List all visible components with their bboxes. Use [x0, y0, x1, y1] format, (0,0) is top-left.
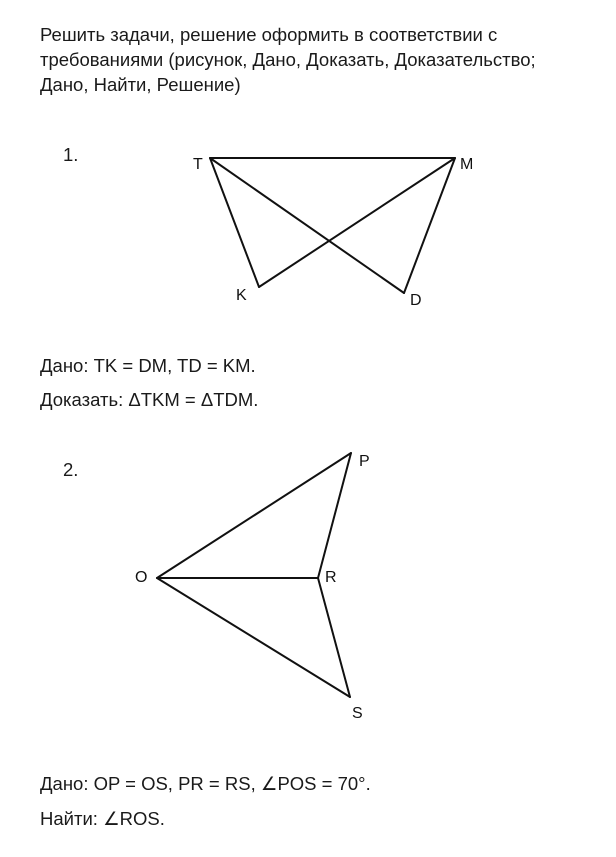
vertex-label-p: P	[359, 453, 370, 470]
problem-1-number: 1.	[63, 144, 79, 165]
problem-2-number: 2.	[63, 459, 79, 480]
vertex-label-d: D	[410, 292, 422, 309]
vertex-label-r: R	[325, 569, 337, 586]
vertex-label-m: M	[460, 156, 474, 173]
vertex-label-t: T	[193, 156, 203, 173]
segment-os	[157, 578, 350, 697]
instructions-line-2: требованиями (рисунок, Дано, Доказать, Доказательство;	[40, 49, 536, 70]
problem-1-given: Дано: TK = DM, TD = KM.	[40, 355, 256, 376]
vertex-label-s: S	[352, 705, 363, 722]
vertex-label-k: K	[236, 287, 247, 304]
segment-td	[210, 158, 404, 293]
segment-km	[259, 158, 455, 287]
problem-2-find: Найти: ∠ROS.	[40, 808, 165, 829]
problem-2-given: Дано: OP = OS, PR = RS, ∠POS = 70°.	[40, 773, 371, 794]
segment-tk	[210, 158, 259, 287]
segment-dm	[404, 158, 455, 293]
vertex-label-o: O	[135, 569, 148, 586]
segment-op	[157, 453, 351, 578]
problem-1-prove: Доказать: ΔTKM = ΔTDM.	[40, 389, 259, 410]
instructions-line-3: Дано, Найти, Решение)	[40, 74, 241, 95]
instructions-line-1: Решить задачи, решение оформить в соответствии с	[40, 24, 498, 45]
